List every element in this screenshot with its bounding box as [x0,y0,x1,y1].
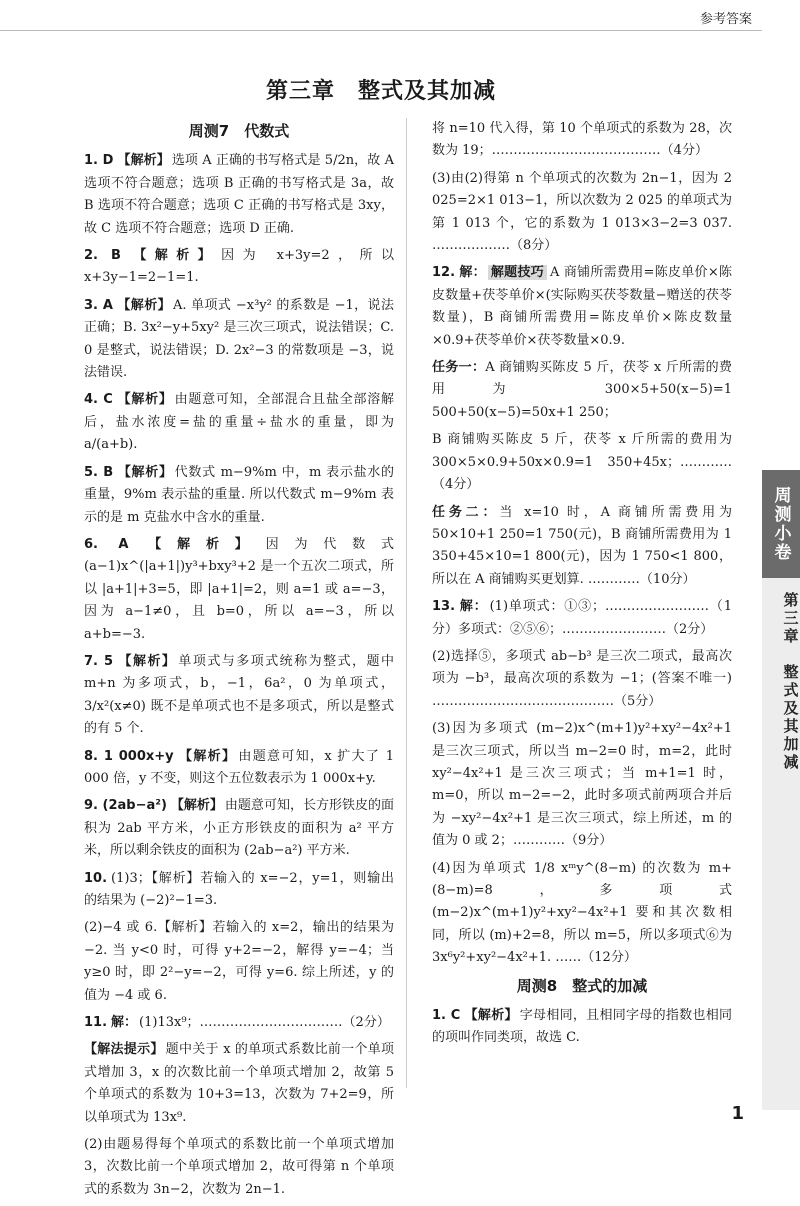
answer-number: 4. C [84,392,113,408]
answer-tag: 【解法提示】 [84,1042,164,1058]
answer-text: (2)选择⑤，多项式 ab−b³ 是三次二项式，最高次项为 −b³，最高次项的系数为 −1；(答案不唯一) ……………………………………（5分） [432,648,732,709]
answer-tag: 【解析】 [132,536,264,552]
side-tab-body: 第三章 整式及其加减 [781,592,800,772]
answer-number: 6. A [84,536,129,552]
answer-text: (3)因为多项式 (m−2)x^(m+1)y²+xy²−4x²+1 是三次三项式，所以当 m−2=0 时，m=2，此时 xy²−4x²+1 是三次三项式；当 m+1=1 时，m=0，所以 m−2=−2，此时多项式前两项合并后为 −xy²−4x²+1 是三次三项式，综上所述，m 的值为 0 或 2；…………（9分） [432,721,732,849]
left-items [84,150,394,1201]
answer-text: A 商铺购买陈皮 5 斤，茯苓 x 斤所需的费用为 300×5+50(x−5)=1 500+50(x−5)=50x+1 250； [432,360,732,420]
answer-task-label: 任务一： [432,360,486,376]
answer-number: 11. [84,1015,108,1031]
answer-item [84,651,394,741]
answer-text: 字母相同，且相同字母的指数也相同的项叫作同类项，故选 C. [432,1008,732,1046]
side-tab-head: 周测小卷 [762,470,800,578]
answer-text: (1)单项式：①③；……………………（1分）多项式：②⑤⑥；……………………（2分） [432,599,732,637]
answer-number: 2. B [84,248,121,264]
answer-number: 1. D [84,153,114,169]
answer-text: 单项式与多项式统称为整式，题中 m+n 为多项式，b，−1，6a²，0 为单项式，3/x²(x≠0) 既不是单项式也不是多项式，所以是整式的有 5 个. [84,653,394,737]
answer-item [84,746,394,791]
answer-tag: 【解析】 [117,153,170,169]
answer-item [432,118,732,163]
answer-text: (4)因为单项式 1/8 xᵐy^(8−m) 的次数为 m+(8−m)=8，多项式 (m−2)x^(m+1)y²+xy²−4x²+1 要和其次数相同，所以 (m)+2=8，所以 m=5，所以多项式⑥为 3x⁶y²+xy²−4x²+1. ……（12分） [432,860,732,966]
answer-tag: 【解析】 [116,392,173,408]
answer-item [432,596,732,641]
chapter-title: 第三章 整式及其加减 [265,79,496,104]
answer-text: 代数式 m−9%m 中，m 表示盐水的重量，9%m 表示盐的重量. 所以代数式 m−9%m 表示的是 m 克盐水中含水的重量. [84,464,394,525]
answer-text: 因为 x+3y=2，所以 x+3y−1=2−1=1. [84,248,394,286]
answer-item [432,502,732,592]
answer-number: 8. 1 000x+y [84,748,174,764]
answer-number: 5. B [84,464,114,480]
right-column [432,118,732,1055]
section-title-week8: 周测8 整式的加减 [516,976,648,995]
answer-item [84,1134,394,1201]
answer-tag: 【解析】 [177,748,237,764]
answer-item [84,389,394,456]
answer-item [432,168,732,258]
answer-item [84,1012,394,1034]
answer-text: 由题意可知，x 扩大了 1 000 倍，y 不变，则这个五位数表示为 1 000x+y. [84,748,394,786]
answer-item [84,868,394,913]
answer-text: (2)由题易得每个单项式的系数比前一个单项式增加 3，次数比前一个单项式增加 2，故可得第 n 个单项式的系数为 3n−2，次数为 2n−1. [84,1137,394,1197]
answer-item [432,429,732,496]
answer-badge: 解题技巧 [488,265,547,280]
answer-item [432,357,732,424]
page-number: 1 [731,1103,744,1124]
answer-tag: 解： [111,1015,138,1031]
answer-text: (1)3；【解析】若输入的 x=−2，y=1，则输出的结果为 (−2)²−1=3. [84,870,394,908]
answer-text: A 商铺所需费用=陈皮单价×陈皮数量+茯苓单价×(实际购买茯苓数量−赠送的茯苓数量)，B 商铺所需费用=陈皮单价×陈皮数量×0.9+茯苓单价×茯苓数量×0.9. [432,265,732,348]
answer-text: (3)由(2)得第 n 个单项式的次数为 2n−1，因为 2 025=2×1 013−1，所以次数为 2 025 的单项式为第 1 013 个，它的系数为 1 013×3−2=3 037. ………………（8分） [432,170,732,254]
side-tab[interactable] [762,470,800,1110]
answer-tag: 【解析】 [117,653,177,669]
answer-item [84,245,394,290]
answer-item [84,1039,394,1129]
answer-tag: 【解析】 [117,464,173,480]
answer-item [84,462,394,529]
answer-number: 1. C [432,1008,461,1024]
answer-tag: 解： [459,265,486,281]
header-divider [0,30,762,31]
answer-item [432,858,732,970]
answer-item [432,718,732,852]
right-after-items [432,1005,732,1050]
answer-item [84,534,394,646]
answer-text: (2)−4 或 6.【解析】若输入的 x=2，输出的结果为 −2. 当 y<0 时，可得 y+2=−2，解得 y=−4；当 y≥0 时，即 2²−y=−2，可得 y=6. 综上所述，y 的值为 −4 或 6. [84,920,394,1003]
answer-tag: 【解析】 [116,297,172,313]
answer-text: B 商铺购买陈皮 5 斤，茯苓 x 斤所需的费用为 300×5×0.9+50x×0.9=1 350+45x；…………（4分） [432,432,732,493]
answer-item [432,1005,732,1050]
answer-text: 由题意可知，长方形铁皮的面积为 2ab 平方米，小正方形铁皮的面积为 a² 平方米，所以剩余铁皮的面积为 (2ab−a²) 平方米. [84,798,394,859]
answer-text: 选项 A 正确的书写格式是 5/2n，故 A 选项不符合题意；选项 B 正确的书写格式是 3a，故 B 选项不符合题意；选项 C 正确的书写格式是 3xy，故 C 选项不符合题意；选项 D 正确. [84,153,394,236]
header-label: 参考答案 [699,12,752,27]
answer-text: 由题意可知，全部混合且盐全部溶解后，盐水浓度=盐的重量÷盐水的重量，即为 a/(a+b). [84,392,394,453]
right-items [432,118,732,970]
answer-tag: 解： [459,599,488,615]
answer-item [84,917,394,1007]
answer-number: 7. 5 [84,653,114,669]
answer-text: A. 单项式 −x³y² 的系数是 −1，说法正确；B. 3x²−y+5xy² 是三次三项式，说法错误；C. 0 是整式，说法错误；D. 2x²−3 的常数项是 −3，说法错误. [84,297,394,381]
answer-item [84,295,394,385]
answer-number: 10. [84,870,108,886]
answer-text: 将 n=10 代入得，第 10 个单项式的系数为 28，次数为 19；…………………………………（4分） [432,121,732,159]
answer-text: 因为代数式 (a−1)x^(|a+1|)y³+bxy³+2 是一个五次二项式，所以 |a+1|+3=5，即 |a+1|=2，则 a=1 或 a=−3，因为 a−1≠0，且 b=0，所以 a=−3，所以 a+b=−3. [84,536,394,642]
answer-item [432,646,732,713]
answer-number: 13. [432,599,456,615]
answer-item [84,150,394,240]
answer-tag: 【解析】 [124,248,220,264]
answer-tag: 【解析】 [170,798,223,814]
answer-text: 当 x=10 时，A 商铺所需费用为 50×10+1 250=1 750(元)，B 商铺所需费用为 1 350+45×10=1 800(元)，因为 1 750<1 800，所以在 A 商铺购买更划算. …………（10分） [432,504,732,587]
answer-text: 题中关于 x 的单项式系数比前一个单项式增加 3，x 的次数比前一个单项式增加 2，故第 5 个单项式的系数为 10+3=13，次数为 7+2=9，所以单项式为 13x⁹. [84,1042,394,1125]
answer-number: 12. [432,265,456,281]
answer-task-label: 任务二： [432,504,500,520]
answer-number: 3. A [84,297,113,313]
answer-item [432,262,732,352]
left-column [84,118,394,1206]
answer-number: 9. (2ab−a²) [84,798,167,814]
column-divider [406,118,407,1088]
section-title-week7: 周测7 代数式 [188,122,290,140]
answer-text: (1)13x⁹；……………………………（2分） [139,1015,390,1031]
answer-tag: 【解析】 [464,1008,518,1024]
answer-item [84,795,394,862]
